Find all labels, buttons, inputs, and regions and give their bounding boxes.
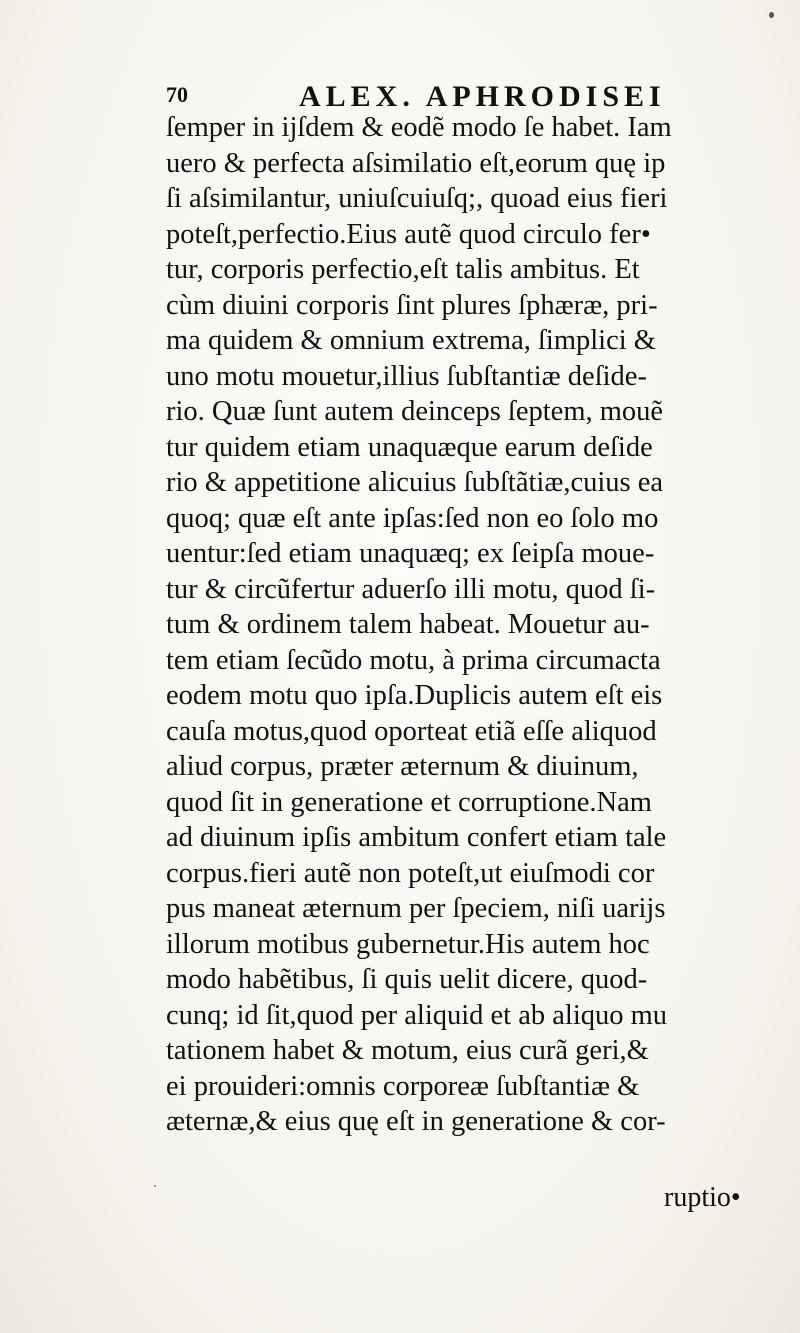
text-line: uero & perfecta aſsimilatio eſt,eorum quę ip <box>166 147 666 179</box>
text-line: quod ſit in generatione et corruptione.Nam <box>166 786 652 818</box>
ink-speck <box>154 1185 156 1187</box>
text-line: tem etiam ſecũdo motu, à prima circumacta <box>166 644 661 676</box>
text-line: rio & appetitione alicuius ſubſtãtiæ,cuius ea <box>166 467 664 498</box>
text-line: corpus.fieri autẽ non poteſt,ut eiuſmodi cor <box>166 857 655 889</box>
text-line: pus maneat æternum per ſpeciem, niſi uarijs <box>166 893 666 924</box>
text-line: uno motu mouetur,illius ſubſtantiæ deſide- <box>166 360 647 392</box>
text-line: cauſa motus,quod oporteat etiã eſſe aliquod <box>166 715 657 747</box>
text-line: tur & circũfertur aduerſo illi motu, quod ſi- <box>166 573 656 605</box>
text-line: illorum motibus gubernetur.His autem hoc <box>166 928 650 960</box>
text-line: ſi aſsimilantur, uniuſcuiuſq;, quoad eius fieri <box>166 183 668 214</box>
folio-number: 70 <box>166 82 188 107</box>
text-line: tationem habet & motum, eius curã geri,& <box>166 1035 649 1066</box>
text-line: ei prouideri:omnis corporeæ ſubſtantiæ & <box>166 1070 640 1102</box>
text-line: modo habẽtibus, ſi quis uelit dicere, quod- <box>166 964 648 995</box>
catchword: ruptio• <box>664 1182 741 1213</box>
text-line: ad diuinum ipſis ambitum confert etiam tale <box>166 822 667 853</box>
text-line: eodem motu quo ipſa.Duplicis autem eſt eis <box>166 680 663 711</box>
text-line: tur quidem etiam unaquæque earum deſide <box>166 431 653 463</box>
text-line: tum & ordinem talem habeat. Mouetur au- <box>166 609 650 640</box>
text-block <box>166 110 782 1140</box>
text-line: cùm diuini corporis ſint plures ſphæræ, pri- <box>166 289 658 321</box>
text-line: aliud corpus, præter æternum & diuinum, <box>166 751 639 782</box>
text-line: ma quidem & omnium extrema, ſimplici & <box>166 325 656 356</box>
text-line: rio. Quæ ſunt autem deinceps ſeptem, mouẽ <box>166 396 664 427</box>
text-line: poteſt,perfectio.Eius autẽ quod circulo fer• <box>166 218 651 250</box>
running-title: ALEX. APHRODISEI <box>299 80 666 113</box>
text-line: æternæ,& eius quę eſt in generatione & cor- <box>166 1106 666 1137</box>
text-line: ſemper in ijſdem & eodẽ modo ſe habet. Iam <box>166 112 672 143</box>
text-line: tur, corporis perfectio,eſt talis ambitus. Et <box>166 254 640 285</box>
text-line: cunq; id ſit,quod per aliquid et ab aliquo mu <box>166 999 668 1031</box>
text-line: quoq; quæ eſt ante ipſas:ſed non eo ſolo mo <box>166 502 659 534</box>
text-line: uentur:ſed etiam unaquæq; ex ſeipſa moue- <box>166 538 655 569</box>
ink-blot <box>769 12 774 18</box>
